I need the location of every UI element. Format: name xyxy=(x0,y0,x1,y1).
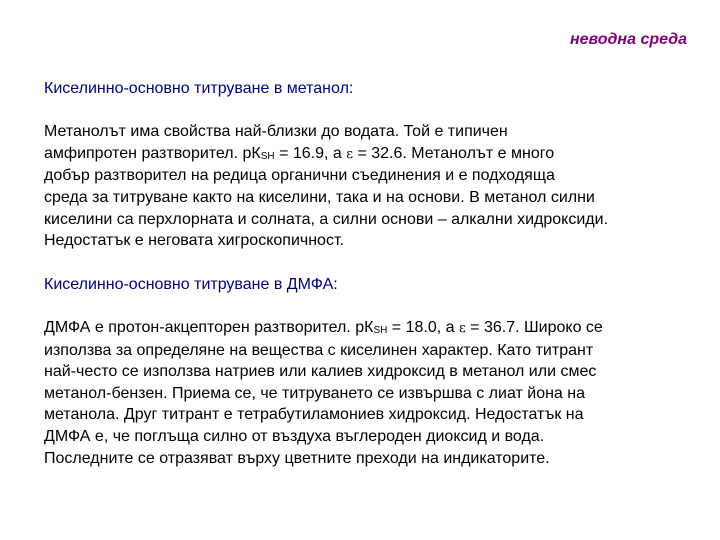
paragraph-line: Последните се отразяват върху цветните преходи на индикаторите. xyxy=(44,449,550,467)
section-heading-text: Киселинно-основно титруване в ДМФА xyxy=(44,275,334,293)
subscript: SH xyxy=(260,150,275,162)
paragraph-methanol xyxy=(44,121,720,252)
line-text: = 18.0, а xyxy=(387,318,459,336)
paragraph-line: Метанолът има свойства най-близки до водата. Той е типичен xyxy=(44,123,508,141)
paragraph-line xyxy=(44,317,720,340)
paragraph-line: метанола. Друг титрант е тетрабутиламониев хидроксид. Недостатък на xyxy=(44,406,584,424)
section-heading-methanol xyxy=(44,78,720,100)
section-heading-colon: : xyxy=(333,275,338,293)
paragraph-line: Недостатък е неговата хигроскопичност. xyxy=(44,232,344,250)
line-text: = 36.7. Широко се xyxy=(465,318,603,336)
paragraph-line: киселини са перхлорната и солната, а силни основи – алкални хидроксиди. xyxy=(44,210,609,228)
paragraph-line xyxy=(44,143,720,166)
section-heading-text: Киселинно-основно титруване в метанол xyxy=(44,80,349,97)
epsilon-symbol: ε xyxy=(346,146,353,162)
paragraph-line: добър разтворител на редица органични съединения и е подходяща xyxy=(44,167,555,185)
section-heading-dmfa xyxy=(44,274,720,296)
section-heading-colon: : xyxy=(348,80,354,97)
paragraph-line: ДМФА е, че поглъща силно от въздуха въглероден диоксид и вода. xyxy=(44,427,545,445)
paragraph-line: използва за определяне на вещества с киселинен характер. Като титрант xyxy=(44,341,594,359)
paragraph-line: най-често се използва натриев или калиев хидроксид в метанол или смес xyxy=(44,363,597,381)
paragraph-line: среда за титруване както на киселини, така и на основи. В метанол силни xyxy=(44,188,595,206)
line-text: амфипротен разтворител. рК xyxy=(44,144,261,162)
header-tag: неводна среда xyxy=(569,31,687,48)
epsilon-symbol: ε xyxy=(458,320,466,336)
paragraph-dmfa xyxy=(44,317,720,469)
document-body xyxy=(44,78,720,469)
paragraph-line: метанол-бензен. Приема се, че титруването се извършва с лиат йона на xyxy=(44,384,586,402)
line-text: = 32.6. Метанолът е много xyxy=(353,144,555,162)
line-text: ДМФА е протон-акцепторен разтворител. рК xyxy=(44,318,374,336)
subscript: SH xyxy=(373,324,388,336)
line-text: = 16.9, а xyxy=(274,144,347,162)
